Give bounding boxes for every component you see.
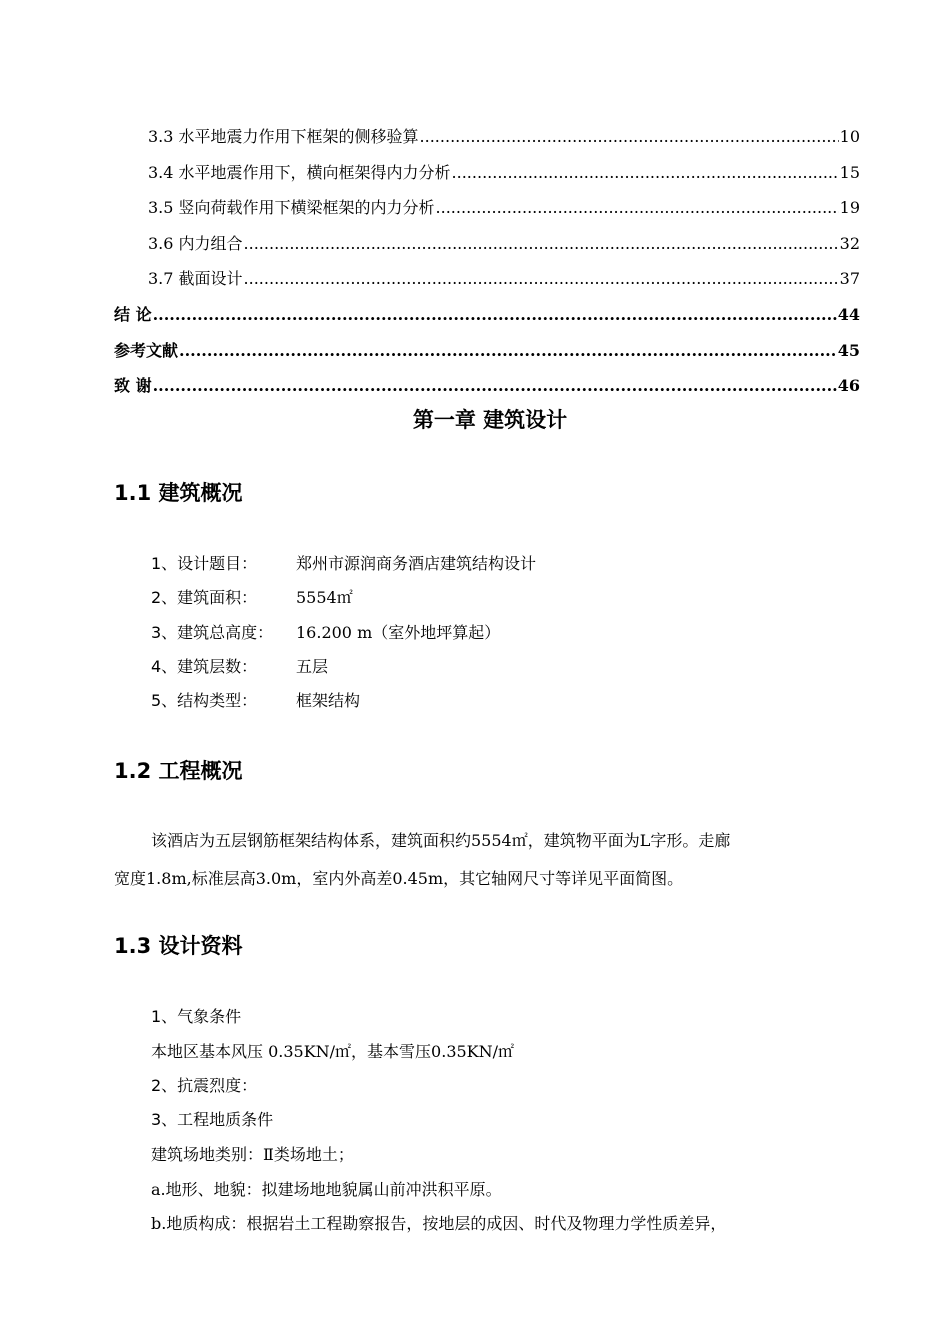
toc-entry-page: 37 [839,269,860,288]
toc-entry-page: 10 [839,127,860,146]
toc-entry[interactable] [148,195,860,219]
design-data-heading-climate: 1、气象条件 [151,1007,242,1026]
toc-entry-label: 3.7 截面设计 [148,269,243,288]
overview-item-key: 3、建筑总高度： [151,623,274,642]
toc-entry-page: 32 [839,234,860,253]
overview-item-value: 五层 [296,657,329,676]
overview-item-key: 2、建筑面积： [151,588,258,607]
toc-entry[interactable] [114,302,860,326]
design-data-site-class: 建筑场地类别：Ⅱ类场地土； [151,1145,354,1164]
toc-entry-page: 44 [837,305,860,324]
overview-item-value: 16.200 m（室外地坪算起） [296,623,501,642]
toc-leader-dots [179,341,837,360]
toc-entry-page: 19 [839,198,860,217]
overview-item-value: 框架结构 [296,691,361,710]
toc-entry-label: 结 论 [114,305,152,324]
design-data-geology-composition: b.地质构成：根据岩土工程勘察报告，按地层的成因、时代及物理力学性质差异， [151,1214,727,1233]
overview-item-key: 5、结构类型： [151,691,258,710]
toc-entry-page: 45 [837,341,860,360]
section-title-1-3: 1.3 设计资料 [114,934,243,958]
overview-item [151,688,360,711]
design-data-heading-geology: 3、工程地质条件 [151,1110,274,1129]
project-overview-paragraph-line-2: 宽度1.8m,标准层高3.0m，室内外高差0.45m，其它轴网尺寸等详见平面简图。 [114,869,684,888]
toc-entry-label: 参考文献 [114,341,179,360]
toc-leader-dots [244,269,839,288]
overview-item-key: 4、建筑层数： [151,657,258,676]
toc-entry[interactable] [148,160,860,184]
overview-item [151,585,353,608]
toc-leader-dots [436,198,839,217]
toc-entry-label: 3.4 水平地震作用下，横向框架得内力分析 [148,163,451,182]
toc-entry-label: 致 谢 [114,376,152,395]
toc-entry-page: 15 [839,163,860,182]
toc-entry-page: 46 [837,376,860,395]
section-title-1-1: 1.1 建筑概况 [114,481,243,505]
overview-item-key: 1、设计题目： [151,554,258,573]
design-data-heading-seismic: 2、抗震烈度： [151,1076,258,1095]
toc-entry[interactable] [148,231,860,255]
overview-item [151,654,328,677]
design-data-wind-snow: 本地区基本风压 0.35KN/㎡，基本雪压0.35KN/㎡ [151,1042,515,1061]
chapter-title: 第一章 建筑设计 [412,408,568,432]
overview-item [151,620,500,643]
toc-entry-label: 3.3 水平地震力作用下框架的侧移验算 [148,127,419,146]
toc-entry[interactable] [148,266,860,290]
project-overview-paragraph-line-1: 该酒店为五层钢筋框架结构体系，建筑面积约5554㎡，建筑物平面为L字形。走廊 [151,831,731,850]
toc-entry[interactable] [114,373,860,397]
overview-item-value: 5554㎡ [296,588,353,607]
toc-leader-dots [153,376,837,395]
design-data-terrain: a.地形、地貌：拟建场地地貌属山前冲洪积平原。 [151,1180,502,1199]
toc-entry[interactable] [114,338,860,362]
section-title-1-2: 1.2 工程概况 [114,759,243,783]
toc-leader-dots [153,305,837,324]
toc-entry-label: 3.6 内力组合 [148,234,243,253]
toc-leader-dots [244,234,839,253]
toc-leader-dots [420,127,839,146]
overview-item-value: 郑州市源润商务酒店建筑结构设计 [296,554,537,573]
toc-leader-dots [452,163,839,182]
toc-entry[interactable] [148,124,860,148]
overview-item [151,551,536,574]
toc-entry-label: 3.5 竖向荷载作用下横梁框架的内力分析 [148,198,435,217]
